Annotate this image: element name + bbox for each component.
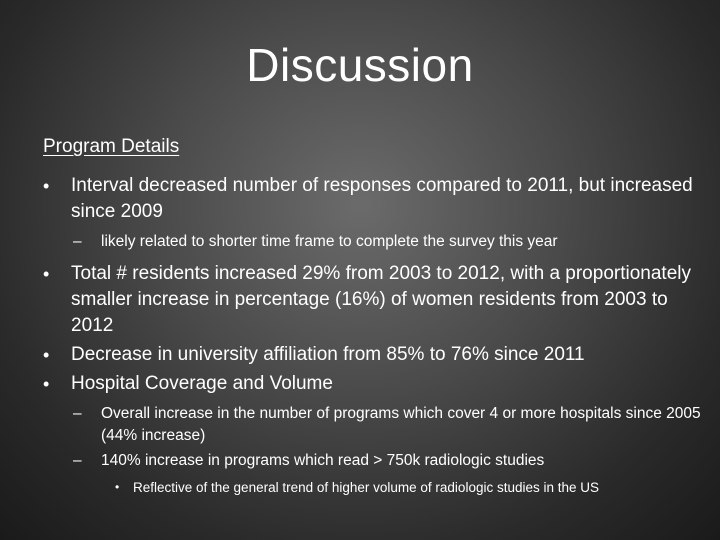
sub-item-radiologic-studies — [43, 450, 703, 472]
slide-title: Discussion — [246, 39, 474, 91]
subsub-item-general-trend — [43, 478, 703, 497]
bullet-marker: • — [43, 264, 50, 284]
sub-text: 140% increase in programs which read > 750k radiologic studies — [101, 452, 545, 469]
dash-marker: – — [73, 405, 82, 422]
bullet-marker: • — [43, 176, 50, 196]
section-heading: Program Details — [43, 136, 180, 157]
bullet-list — [43, 173, 703, 497]
sub-text: Overall increase in the number of programs which cover 4 or more hospitals since 2005 (44% increase) — [101, 405, 701, 444]
bullet-text: Decrease in university affiliation from 85% to 76% since 2011 — [71, 344, 585, 365]
sub-text: likely related to shorter time frame to complete the survey this year — [101, 233, 558, 250]
bullet-item-responses — [43, 173, 703, 225]
subsub-text: Reflective of the general trend of higher volume of radiologic studies in the US — [133, 480, 600, 495]
bullet-marker: • — [43, 374, 50, 394]
bullet-text: Hospital Coverage and Volume — [71, 373, 333, 394]
bullet-item-hospital-coverage — [43, 371, 703, 397]
bullet-text: Total # residents increased 29% from 2003 to 2012, with a proportionately smaller increase in percentage (16%) of women residents from 2003 to 2012 — [71, 263, 691, 336]
bullet-marker: • — [115, 480, 120, 494]
bullet-marker: • — [43, 345, 50, 365]
bullet-text: Interval decreased number of responses compared to 2011, but increased since 2009 — [71, 175, 693, 222]
dash-marker: – — [73, 233, 82, 250]
dash-marker: – — [73, 452, 82, 469]
sub-item-hospitals — [43, 403, 703, 447]
bullet-item-residents — [43, 261, 703, 339]
sub-item-time-frame — [43, 231, 703, 253]
bullet-item-university — [43, 342, 703, 368]
